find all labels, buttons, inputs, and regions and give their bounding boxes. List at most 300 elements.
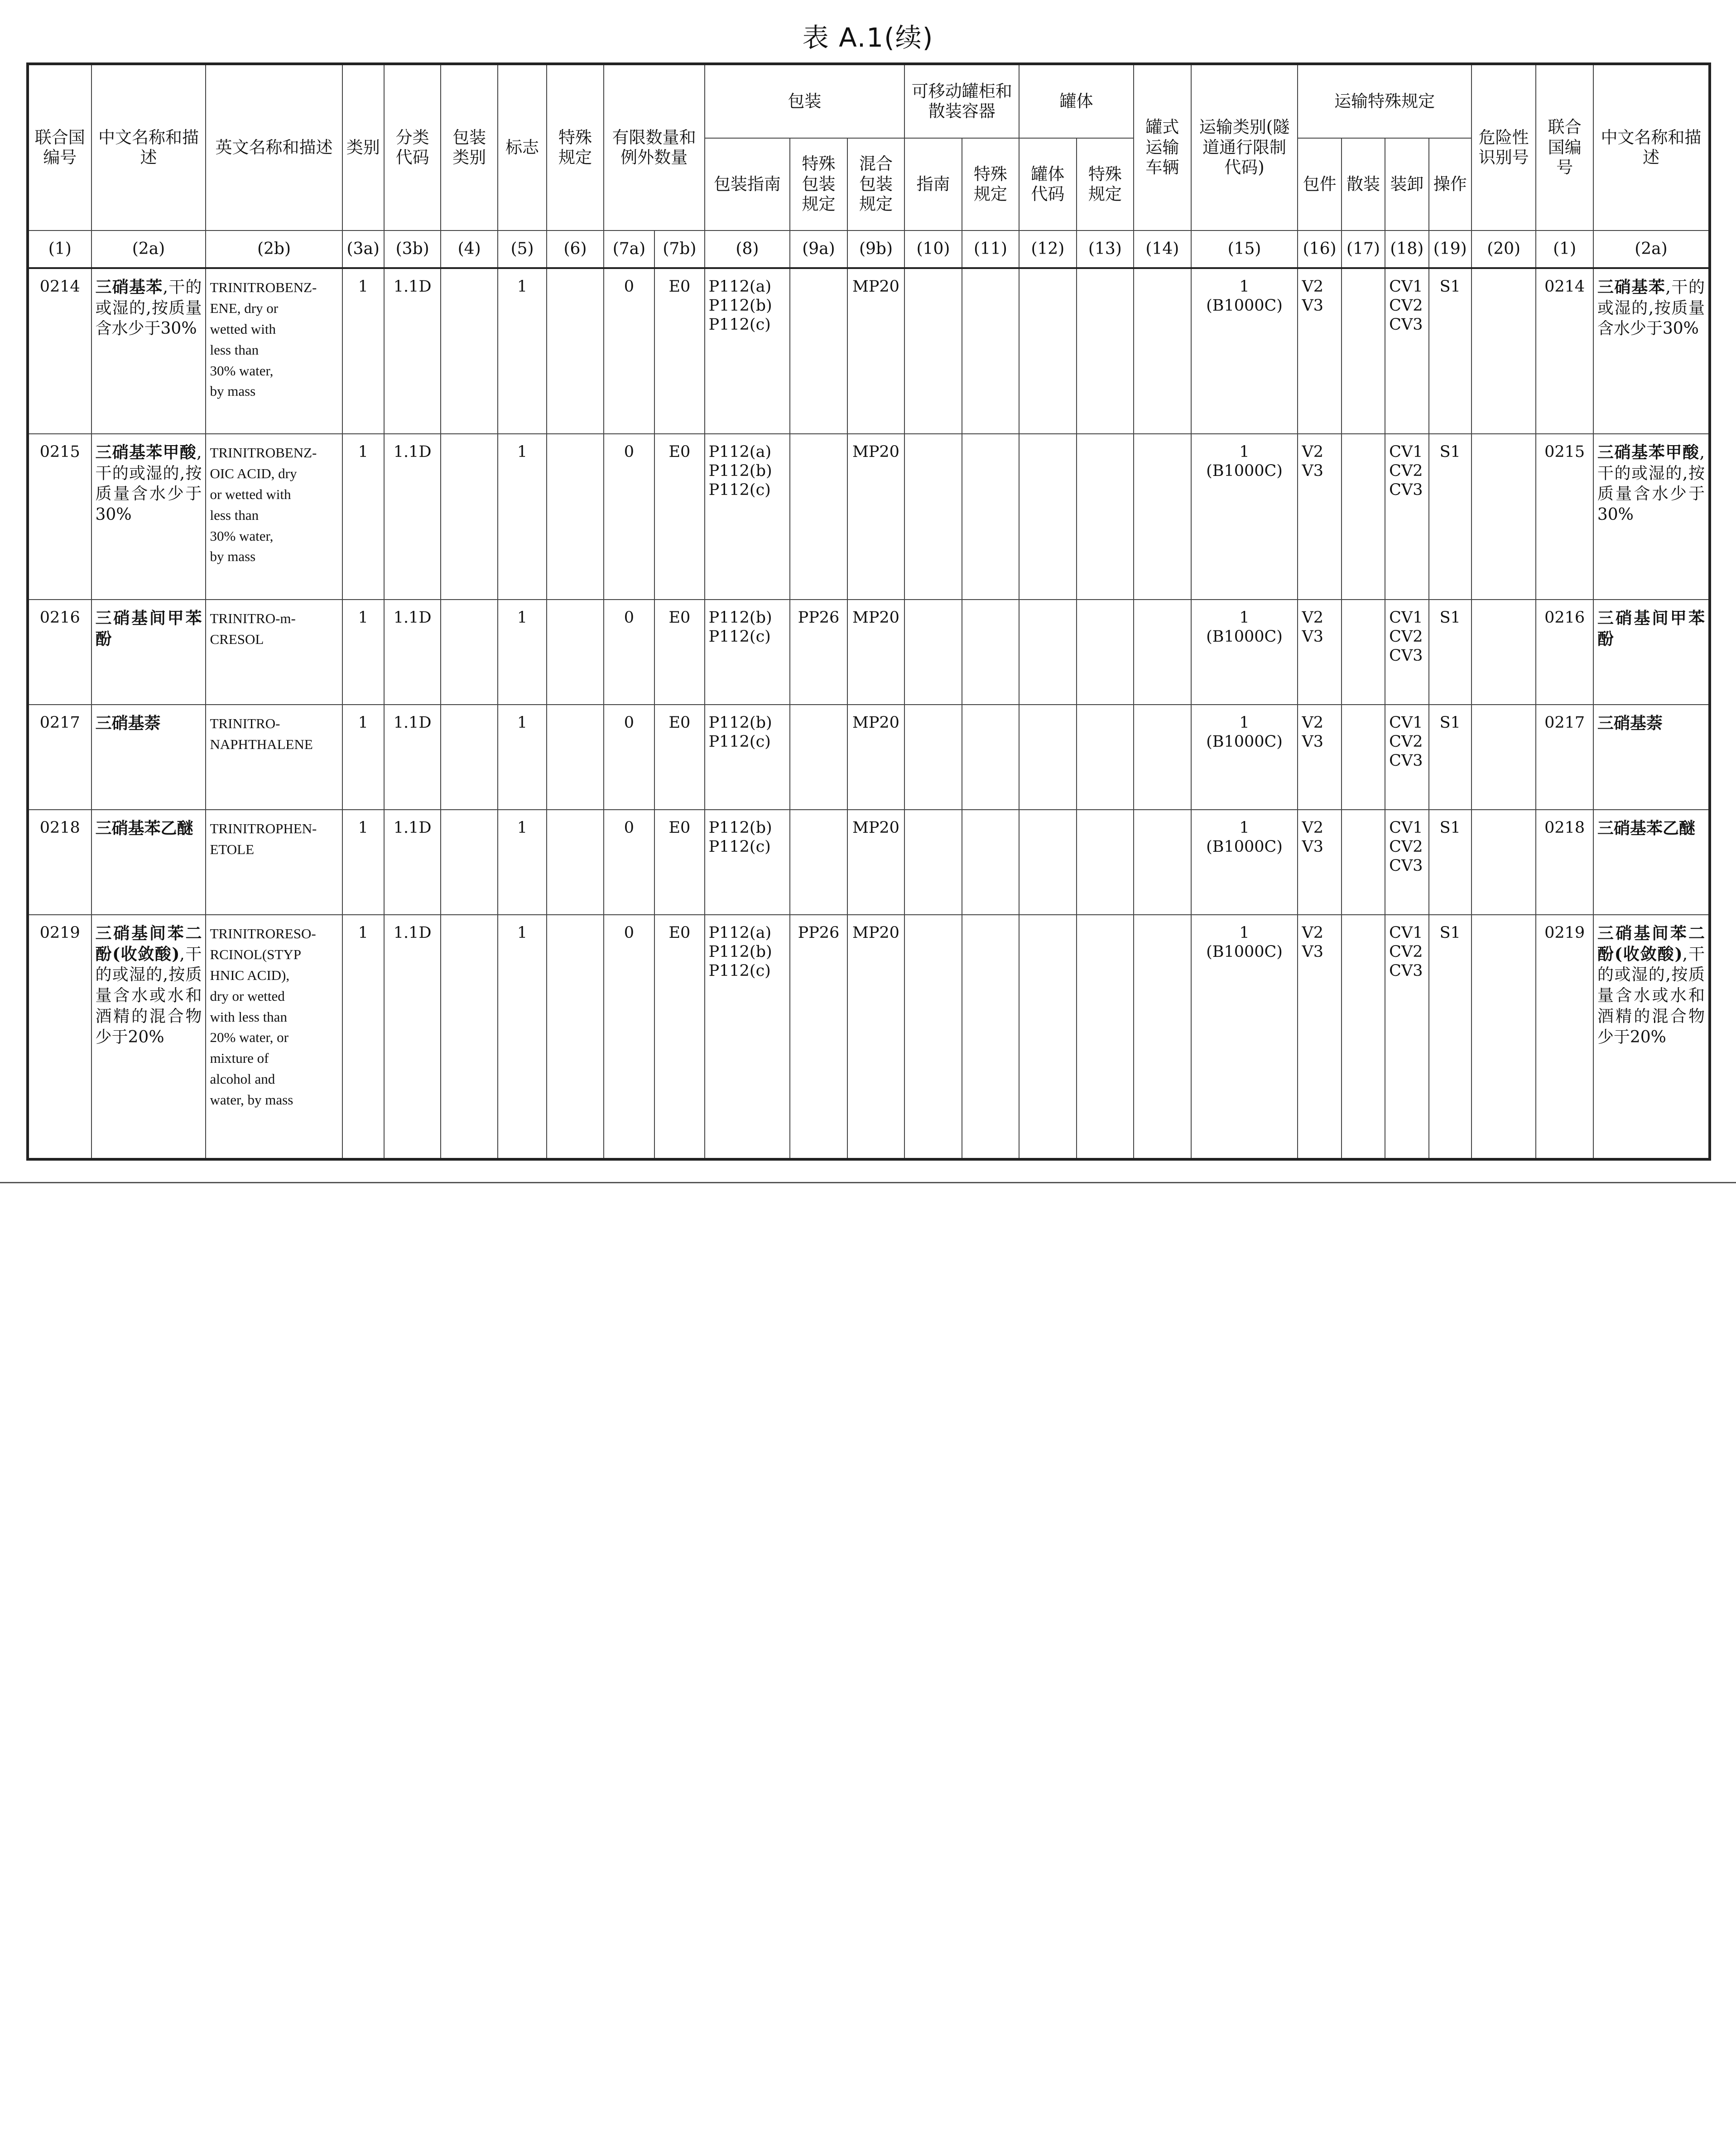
cell-packing-group — [441, 268, 497, 434]
cell-portable-tank-special — [962, 434, 1019, 600]
cell-classification-code: 1.1D — [384, 600, 441, 705]
cell-english-name-line: or wetted with — [210, 486, 291, 502]
header-classification-code: 分类代码 — [384, 64, 441, 230]
header-tank-code: 罐体代码 — [1019, 138, 1076, 230]
cell-tank-vehicle — [1134, 600, 1191, 705]
cell-transport-category-line: (B1000C) — [1206, 297, 1283, 315]
col-num: (14) — [1134, 230, 1191, 268]
cell-transport-loading-line: CV2 — [1389, 838, 1423, 856]
cell-label: 1 — [498, 915, 547, 1159]
cell-transport-package — [1298, 915, 1341, 1159]
cell-transport-package-line: V2 — [1302, 278, 1323, 296]
col-num: (7b) — [654, 230, 704, 268]
cell-chinese-name-bold: 三硝基间苯二酚(收敛酸) — [95, 924, 202, 964]
cell-transport-operation: S1 — [1429, 705, 1472, 810]
cell-transport-bulk — [1342, 600, 1385, 705]
cell-packing-instructions-line: P112(a) — [708, 443, 772, 461]
cell-transport-category — [1191, 268, 1298, 434]
cell-chinese-name-repeat-bold: 三硝基苯甲酸 — [1597, 443, 1700, 462]
cell-english-name-line: water, by mass — [210, 1092, 293, 1108]
cell-tank-code — [1019, 600, 1076, 705]
cell-label: 1 — [498, 434, 547, 600]
header-portable-tank-instructions: 指南 — [904, 138, 962, 230]
header-special-provisions: 特殊规定 — [547, 64, 603, 230]
cell-transport-package-line: V2 — [1302, 714, 1323, 732]
cell-english-name-line: by mass — [210, 383, 256, 399]
cell-transport-loading — [1385, 705, 1428, 810]
cell-english-name-line: by mass — [210, 548, 256, 565]
cell-chinese-name-repeat — [1593, 268, 1710, 434]
header-class: 类别 — [342, 64, 384, 230]
cell-un-number: 0214 — [28, 268, 91, 434]
cell-transport-loading — [1385, 268, 1428, 434]
cell-classification-code: 1.1D — [384, 705, 441, 810]
cell-chinese-name — [91, 600, 206, 705]
cell-english-name-line: TRINITROPHEN- — [210, 821, 317, 836]
cell-transport-loading — [1385, 600, 1428, 705]
cell-special-packing: PP26 — [790, 600, 847, 705]
cell-chinese-name-bold: 三硝基间甲苯酚 — [95, 609, 202, 648]
cell-chinese-name-bold: 三硝基苯乙醚 — [95, 819, 193, 838]
header-packaging: 包装 — [705, 64, 905, 138]
cell-tank-code — [1019, 268, 1076, 434]
cell-english-name — [206, 600, 342, 705]
col-num: (11) — [962, 230, 1019, 268]
header-english-name: 英文名称和描述 — [206, 64, 342, 230]
col-num: (15) — [1191, 230, 1298, 268]
cell-chinese-name-rest: ,干的或湿的,按质量含水少于30% — [95, 278, 202, 338]
cell-portable-tank-special — [962, 810, 1019, 915]
cell-tank-code — [1019, 810, 1076, 915]
col-num: (6) — [547, 230, 603, 268]
cell-transport-category — [1191, 705, 1298, 810]
cell-special-provisions — [547, 705, 603, 810]
cell-limited-quantity: 0 — [604, 810, 654, 915]
cell-transport-category-line: 1 — [1239, 924, 1250, 942]
cell-transport-package-line: V2 — [1302, 924, 1323, 942]
cell-packing-instructions — [705, 705, 790, 810]
cell-transport-package-line: V3 — [1302, 838, 1323, 856]
cell-chinese-name-repeat — [1593, 600, 1710, 705]
header-limited-quantities: 有限数量和例外数量 — [604, 64, 705, 230]
cell-transport-operation: S1 — [1429, 268, 1472, 434]
cell-excepted-quantity: E0 — [654, 268, 704, 434]
cell-english-name-line: with less than — [210, 1008, 287, 1025]
cell-limited-quantity: 0 — [604, 600, 654, 705]
cell-english-name-line: 30% water, — [210, 528, 274, 544]
table-row — [28, 434, 1710, 600]
cell-english-name-line: alcohol and — [210, 1071, 275, 1087]
cell-transport-operation: S1 — [1429, 600, 1472, 705]
cell-un-number-repeat: 0215 — [1536, 434, 1593, 600]
cell-transport-category-line: 1 — [1239, 819, 1250, 837]
cell-transport-bulk — [1342, 268, 1385, 434]
cell-tank-code — [1019, 705, 1076, 810]
header-packing-group: 包装类别 — [441, 64, 497, 230]
cell-classification-code: 1.1D — [384, 268, 441, 434]
col-num: (7a) — [604, 230, 654, 268]
cell-class: 1 — [342, 915, 384, 1159]
cell-chinese-name — [91, 268, 206, 434]
cell-special-provisions — [547, 268, 603, 434]
cell-packing-instructions — [705, 268, 790, 434]
header-hazard-id: 危险性识别号 — [1472, 64, 1536, 230]
cell-transport-category-line: 1 — [1239, 278, 1250, 296]
cell-transport-loading-line: CV2 — [1389, 297, 1423, 315]
cell-packing-instructions-line: P112(c) — [708, 481, 771, 499]
cell-transport-loading-line: CV3 — [1389, 752, 1423, 770]
header-tank-special: 特殊规定 — [1077, 138, 1134, 230]
cell-mixed-packing: MP20 — [847, 705, 905, 810]
col-num: (8) — [705, 230, 790, 268]
cell-packing-instructions — [705, 915, 790, 1159]
cell-transport-package — [1298, 600, 1341, 705]
cell-transport-loading-line: CV1 — [1389, 924, 1423, 942]
col-num: (1) — [28, 230, 91, 268]
cell-limited-quantity: 0 — [604, 705, 654, 810]
cell-transport-loading-line: CV2 — [1389, 462, 1423, 480]
cell-tank-vehicle — [1134, 810, 1191, 915]
header-transport-package: 包件 — [1298, 138, 1341, 230]
cell-limited-quantity: 0 — [604, 268, 654, 434]
cell-un-number: 0218 — [28, 810, 91, 915]
table-row — [28, 705, 1710, 810]
cell-transport-bulk — [1342, 915, 1385, 1159]
cell-english-name-line: ETOLE — [210, 841, 255, 857]
col-num: (19) — [1429, 230, 1472, 268]
cell-excepted-quantity: E0 — [654, 434, 704, 600]
cell-transport-category-line: (B1000C) — [1206, 943, 1283, 961]
cell-portable-tank-instructions — [904, 268, 962, 434]
cell-tank-special — [1077, 268, 1134, 434]
cell-chinese-name-repeat-bold: 三硝基间甲苯酚 — [1597, 609, 1705, 648]
cell-transport-loading-line: CV1 — [1389, 443, 1423, 461]
cell-chinese-name-bold: 三硝基萘 — [95, 714, 161, 733]
cell-english-name-line: RCINOL(STYP — [210, 946, 301, 962]
cell-transport-loading — [1385, 434, 1428, 600]
cell-special-provisions — [547, 915, 603, 1159]
cell-english-name-line: dry or wetted — [210, 988, 285, 1004]
table-row — [28, 810, 1710, 915]
cell-packing-group — [441, 600, 497, 705]
cell-transport-package-line: V3 — [1302, 943, 1323, 961]
cell-special-packing: PP26 — [790, 915, 847, 1159]
cell-excepted-quantity: E0 — [654, 600, 704, 705]
cell-chinese-name-repeat-bold: 三硝基苯 — [1597, 278, 1666, 297]
cell-packing-group — [441, 434, 497, 600]
cell-transport-category — [1191, 600, 1298, 705]
header-special-packing: 特殊包装规定 — [790, 138, 847, 230]
cell-hazard-id — [1472, 600, 1536, 705]
cell-transport-category — [1191, 434, 1298, 600]
cell-english-name-line: CRESOL — [210, 631, 264, 647]
cell-packing-group — [441, 915, 497, 1159]
cell-special-packing — [790, 434, 847, 600]
cell-class: 1 — [342, 434, 384, 600]
cell-limited-quantity: 0 — [604, 915, 654, 1159]
cell-class: 1 — [342, 705, 384, 810]
cell-portable-tank-instructions — [904, 600, 962, 705]
cell-transport-category-line: (B1000C) — [1206, 838, 1283, 856]
cell-special-packing — [790, 810, 847, 915]
cell-english-name-line: NAPHTHALENE — [210, 736, 313, 752]
dangerous-goods-table-container — [26, 62, 1711, 1161]
cell-transport-loading — [1385, 810, 1428, 915]
header-transport-category: 运输类别(隧道通行限制代码) — [1191, 64, 1298, 230]
header-un-number: 联合国编号 — [28, 64, 91, 230]
cell-transport-package-line: V2 — [1302, 819, 1323, 837]
header-packing-instructions: 包装指南 — [705, 138, 790, 230]
header-transport-operation: 操作 — [1429, 138, 1472, 230]
cell-label: 1 — [498, 705, 547, 810]
cell-transport-category-line: (B1000C) — [1206, 733, 1283, 751]
cell-portable-tank-instructions — [904, 434, 962, 600]
cell-transport-loading-line: CV3 — [1389, 647, 1423, 665]
cell-english-name — [206, 915, 342, 1159]
cell-hazard-id — [1472, 268, 1536, 434]
cell-hazard-id — [1472, 810, 1536, 915]
header-tank-vehicle: 罐式运输车辆 — [1134, 64, 1191, 230]
header-un-number-repeat: 联合国编号 — [1536, 64, 1593, 230]
cell-special-provisions — [547, 810, 603, 915]
cell-mixed-packing: MP20 — [847, 810, 905, 915]
cell-special-provisions — [547, 600, 603, 705]
header-tanks: 罐体 — [1019, 64, 1134, 138]
page-bottom-rule — [0, 1182, 1736, 1183]
table-body — [28, 268, 1710, 1159]
cell-tank-special — [1077, 810, 1134, 915]
cell-transport-category-line: (B1000C) — [1206, 462, 1283, 480]
col-num: (9a) — [790, 230, 847, 268]
cell-transport-category — [1191, 810, 1298, 915]
cell-english-name-line: TRINITRO-m- — [210, 610, 296, 626]
cell-un-number: 0215 — [28, 434, 91, 600]
col-num: (17) — [1342, 230, 1385, 268]
cell-transport-loading-line: CV2 — [1389, 943, 1423, 961]
cell-portable-tank-special — [962, 915, 1019, 1159]
dangerous-goods-table — [26, 62, 1711, 1161]
cell-transport-loading-line: CV1 — [1389, 278, 1423, 296]
cell-transport-package-line: V2 — [1302, 443, 1323, 461]
cell-packing-instructions-line: P112(b) — [708, 609, 772, 627]
col-num: (2b) — [206, 230, 342, 268]
cell-chinese-name-bold: 三硝基苯 — [95, 278, 163, 297]
cell-classification-code: 1.1D — [384, 810, 441, 915]
cell-portable-tank-instructions — [904, 810, 962, 915]
header-portable-tanks: 可移动罐柜和散装容器 — [904, 64, 1019, 138]
col-num: (3b) — [384, 230, 441, 268]
cell-special-provisions — [547, 434, 603, 600]
cell-english-name-line: TRINITROBENZ- — [210, 445, 317, 461]
col-num: (1) — [1536, 230, 1593, 268]
cell-label: 1 — [498, 268, 547, 434]
table-title: 表 A.1(续) — [802, 22, 934, 53]
cell-english-name-line: OIC ACID, dry — [210, 465, 297, 481]
cell-english-name — [206, 268, 342, 434]
cell-tank-special — [1077, 705, 1134, 810]
cell-transport-package-line: V2 — [1302, 609, 1323, 627]
cell-transport-loading-line: CV1 — [1389, 819, 1423, 837]
cell-label: 1 — [498, 810, 547, 915]
column-number-row — [28, 230, 1710, 268]
header-transport-bulk: 散装 — [1342, 138, 1385, 230]
cell-packing-instructions-line: P112(a) — [708, 278, 772, 296]
cell-tank-code — [1019, 434, 1076, 600]
cell-english-name-line: ENE, dry or — [210, 300, 279, 316]
cell-portable-tank-special — [962, 705, 1019, 810]
cell-un-number-repeat: 0214 — [1536, 268, 1593, 434]
cell-transport-package-line: V3 — [1302, 733, 1323, 751]
cell-transport-package — [1298, 810, 1341, 915]
cell-chinese-name — [91, 434, 206, 600]
table-row — [28, 600, 1710, 705]
cell-packing-instructions-line: P112(a) — [708, 924, 772, 942]
cell-chinese-name-repeat — [1593, 434, 1710, 600]
cell-packing-group — [441, 705, 497, 810]
cell-label: 1 — [498, 600, 547, 705]
cell-english-name-line: HNIC ACID), — [210, 967, 290, 983]
cell-transport-package-line: V3 — [1302, 628, 1323, 646]
cell-class: 1 — [342, 600, 384, 705]
col-num: (2a) — [1593, 230, 1710, 268]
cell-chinese-name-rest: ,干的或湿的,按质量含水或水和酒精的混合物少于20% — [95, 945, 202, 1047]
col-num: (13) — [1077, 230, 1134, 268]
header-chinese-name-repeat: 中文名称和描述 — [1593, 64, 1710, 230]
cell-mixed-packing: MP20 — [847, 434, 905, 600]
cell-class: 1 — [342, 810, 384, 915]
cell-transport-loading-line: CV3 — [1389, 857, 1423, 875]
col-num: (16) — [1298, 230, 1341, 268]
cell-english-name-line: 30% water, — [210, 362, 274, 379]
cell-tank-code — [1019, 915, 1076, 1159]
cell-english-name-line: TRINITRORESO- — [210, 926, 316, 941]
cell-un-number: 0219 — [28, 915, 91, 1159]
cell-transport-category-line: (B1000C) — [1206, 628, 1283, 646]
cell-un-number: 0217 — [28, 705, 91, 810]
col-num: (12) — [1019, 230, 1076, 268]
cell-transport-loading-line: CV2 — [1389, 733, 1423, 751]
cell-transport-package-line: V3 — [1302, 297, 1323, 315]
col-num: (20) — [1472, 230, 1536, 268]
cell-english-name — [206, 810, 342, 915]
cell-hazard-id — [1472, 705, 1536, 810]
cell-packing-instructions-line: P112(b) — [708, 943, 772, 961]
cell-mixed-packing: MP20 — [847, 600, 905, 705]
cell-packing-instructions-line: P112(c) — [708, 316, 771, 334]
cell-tank-vehicle — [1134, 268, 1191, 434]
cell-transport-loading-line: CV3 — [1389, 316, 1423, 334]
cell-transport-operation: S1 — [1429, 810, 1472, 915]
cell-packing-instructions — [705, 810, 790, 915]
header-transport-loading: 装卸 — [1385, 138, 1428, 230]
cell-transport-package-line: V3 — [1302, 462, 1323, 480]
cell-english-name-line: wetted with — [210, 321, 276, 337]
cell-packing-instructions-line: P112(b) — [708, 819, 772, 837]
cell-transport-loading-line: CV3 — [1389, 962, 1423, 980]
cell-tank-vehicle — [1134, 434, 1191, 600]
cell-transport-loading-line: CV3 — [1389, 481, 1423, 499]
cell-english-name-line: TRINITROBENZ- — [210, 279, 317, 295]
cell-english-name — [206, 705, 342, 810]
cell-chinese-name — [91, 810, 206, 915]
cell-transport-operation: S1 — [1429, 915, 1472, 1159]
cell-english-name — [206, 434, 342, 600]
cell-classification-code: 1.1D — [384, 915, 441, 1159]
cell-transport-loading-line: CV1 — [1389, 714, 1423, 732]
cell-transport-category-line: 1 — [1239, 609, 1250, 627]
cell-chinese-name-repeat-rest: ,干的或湿的,按质量含水少于30% — [1597, 278, 1705, 338]
cell-mixed-packing: MP20 — [847, 915, 905, 1159]
cell-classification-code: 1.1D — [384, 434, 441, 600]
cell-un-number-repeat: 0216 — [1536, 600, 1593, 705]
cell-transport-bulk — [1342, 705, 1385, 810]
col-num: (5) — [498, 230, 547, 268]
cell-chinese-name-repeat — [1593, 705, 1710, 810]
cell-un-number-repeat: 0218 — [1536, 810, 1593, 915]
cell-packing-instructions — [705, 600, 790, 705]
col-num: (10) — [904, 230, 962, 268]
cell-transport-loading-line: CV1 — [1389, 609, 1423, 627]
cell-english-name-line: 20% water, or — [210, 1029, 289, 1046]
cell-packing-instructions-line: P112(c) — [708, 628, 771, 646]
cell-packing-instructions-line: P112(b) — [708, 297, 772, 315]
header-chinese-name: 中文名称和描述 — [91, 64, 206, 230]
cell-chinese-name — [91, 705, 206, 810]
cell-chinese-name-repeat — [1593, 915, 1710, 1159]
cell-chinese-name-rest: ,干的或湿的,按质量含水少于30% — [95, 443, 202, 524]
cell-english-name-line: TRINITRO- — [210, 715, 280, 731]
cell-transport-package — [1298, 705, 1341, 810]
cell-special-packing — [790, 268, 847, 434]
table-row — [28, 268, 1710, 434]
header-portable-tank-special: 特殊规定 — [962, 138, 1019, 230]
cell-transport-bulk — [1342, 434, 1385, 600]
cell-hazard-id — [1472, 434, 1536, 600]
cell-portable-tank-special — [962, 268, 1019, 434]
cell-english-name-line: less than — [210, 507, 259, 523]
cell-packing-instructions-line: P112(c) — [708, 838, 771, 856]
cell-transport-category-line: 1 — [1239, 714, 1250, 732]
cell-packing-instructions-line: P112(b) — [708, 714, 772, 732]
cell-un-number-repeat: 0217 — [1536, 705, 1593, 810]
col-num: (18) — [1385, 230, 1428, 268]
cell-excepted-quantity: E0 — [654, 915, 704, 1159]
cell-english-name-line: less than — [210, 341, 259, 358]
cell-chinese-name-repeat — [1593, 810, 1710, 915]
cell-packing-instructions-line: P112(b) — [708, 462, 772, 480]
table-row — [28, 915, 1710, 1159]
cell-tank-special — [1077, 434, 1134, 600]
cell-packing-instructions-line: P112(c) — [708, 962, 771, 980]
cell-transport-bulk — [1342, 810, 1385, 915]
cell-un-number: 0216 — [28, 600, 91, 705]
cell-packing-group — [441, 810, 497, 915]
col-num: (9b) — [847, 230, 905, 268]
cell-tank-special — [1077, 600, 1134, 705]
col-num: (3a) — [342, 230, 384, 268]
col-num: (4) — [441, 230, 497, 268]
cell-packing-instructions — [705, 434, 790, 600]
cell-mixed-packing: MP20 — [847, 268, 905, 434]
cell-transport-loading — [1385, 915, 1428, 1159]
header-mixed-packing: 混合包装规定 — [847, 138, 905, 230]
cell-tank-special — [1077, 915, 1134, 1159]
cell-portable-tank-special — [962, 600, 1019, 705]
cell-un-number-repeat: 0219 — [1536, 915, 1593, 1159]
cell-tank-vehicle — [1134, 705, 1191, 810]
cell-transport-package — [1298, 268, 1341, 434]
table-header — [28, 64, 1710, 268]
